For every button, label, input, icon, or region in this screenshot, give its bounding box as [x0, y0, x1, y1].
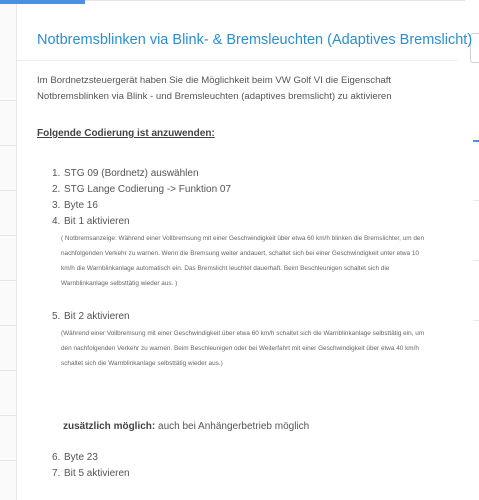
list-item	[52, 184, 231, 195]
list-text: Byte 23	[64, 452, 98, 463]
right-sidebar	[465, 0, 479, 500]
note-bit1	[61, 231, 461, 291]
sidebar-divider	[0, 280, 16, 281]
list-number: 4.	[52, 216, 61, 227]
list-item	[52, 452, 98, 463]
list-text: Bit 5 aktivieren	[64, 468, 130, 479]
article-intro	[37, 73, 457, 105]
list-number: 2.	[52, 184, 61, 195]
sidebar-divider	[0, 370, 16, 371]
sidebar-divider	[0, 190, 16, 191]
sidebar-divider	[0, 145, 16, 146]
left-sidebar	[0, 0, 17, 500]
top-border	[85, 0, 465, 1]
list-item	[52, 468, 130, 479]
list-text: STG Lange Codierung -> Funktion 07	[64, 184, 232, 195]
extra-text: auch bei Anhängerbetrieb möglich	[155, 421, 310, 432]
list-text: Bit 1 aktivieren	[64, 216, 130, 227]
note-line: km/h die Warnblinkanlage automatisch ein. Das Bremslicht leuchtet dauerhaft. Beim Beschleunigen schaltet sich die	[61, 265, 390, 272]
widget-divider	[473, 320, 479, 321]
list-text: Byte 16	[64, 200, 98, 211]
list-number: 1.	[52, 168, 61, 179]
list-text: STG 09 (Bordnetz) auswählen	[64, 168, 199, 179]
note-line: nachfolgenden Verkehr zu warnen. Wenn die Bremsung weiter andauert, schaltet sich bei einer Geschwindigkeit unter etwa 10	[61, 250, 419, 257]
list-item	[52, 216, 130, 227]
note-line: den nachfolgenden Verkehr zu warnen. Beim Beschleunigen oder bei Weiterfahrt mit einer Geschwindigkeit über etwa 40 km/h	[61, 345, 419, 352]
note-bit2	[61, 326, 461, 371]
extra-option	[63, 421, 309, 432]
list-number: 3.	[52, 200, 61, 211]
list-item	[52, 311, 130, 322]
content-accent-bar	[17, 0, 85, 4]
intro-line: Notbremsblinken via Blink - und Bremsleuchten (adaptives bremslicht) zu aktivieren	[37, 91, 392, 102]
sidebar-divider	[0, 460, 16, 461]
widget-divider	[473, 260, 479, 261]
title-divider	[17, 60, 457, 61]
list-number: 7.	[52, 468, 61, 479]
widget-divider	[473, 200, 479, 201]
sidebar-divider	[0, 325, 16, 326]
sidebar-divider	[0, 235, 16, 236]
list-item	[52, 200, 98, 211]
note-line: (Während einer Vollbremsung mit einer Geschwindigkeit über etwa 60 km/h schaltet sich die Warnblinkanlage selbsttätig ein, um	[61, 330, 425, 337]
sidebar-divider	[0, 100, 16, 101]
list-number: 5.	[52, 311, 61, 322]
note-line: ( Notbremsanzeige: Während einer Vollbremsung mit einer Geschwindigkeit über etwa 60 km/h blinken die Bremslichter, um den	[61, 235, 425, 242]
note-line: schaltet sich die Warnblinkanlage selbsttätig wieder aus.)	[61, 360, 223, 367]
list-item	[52, 168, 199, 179]
sidebar-divider	[0, 415, 16, 416]
section-heading: Folgende Codierung ist anzuwenden:	[37, 128, 215, 139]
note-line: Warnblinkanlage selbsttätig wieder aus. )	[61, 280, 178, 287]
list-text: Bit 2 aktivieren	[64, 311, 130, 322]
widget-accent	[473, 140, 479, 142]
intro-line: Im Bordnetzsteuergerät haben Sie die Möglichkeit beim VW Golf VI die Eigenschaft	[37, 75, 392, 86]
left-accent-bar	[0, 0, 17, 4]
article-title: Notbremsblinken via Blink- & Bremsleuchten (Adaptives Bremslicht)	[37, 32, 473, 48]
list-number: 6.	[52, 452, 61, 463]
extra-label: zusätzlich möglich:	[63, 421, 156, 432]
